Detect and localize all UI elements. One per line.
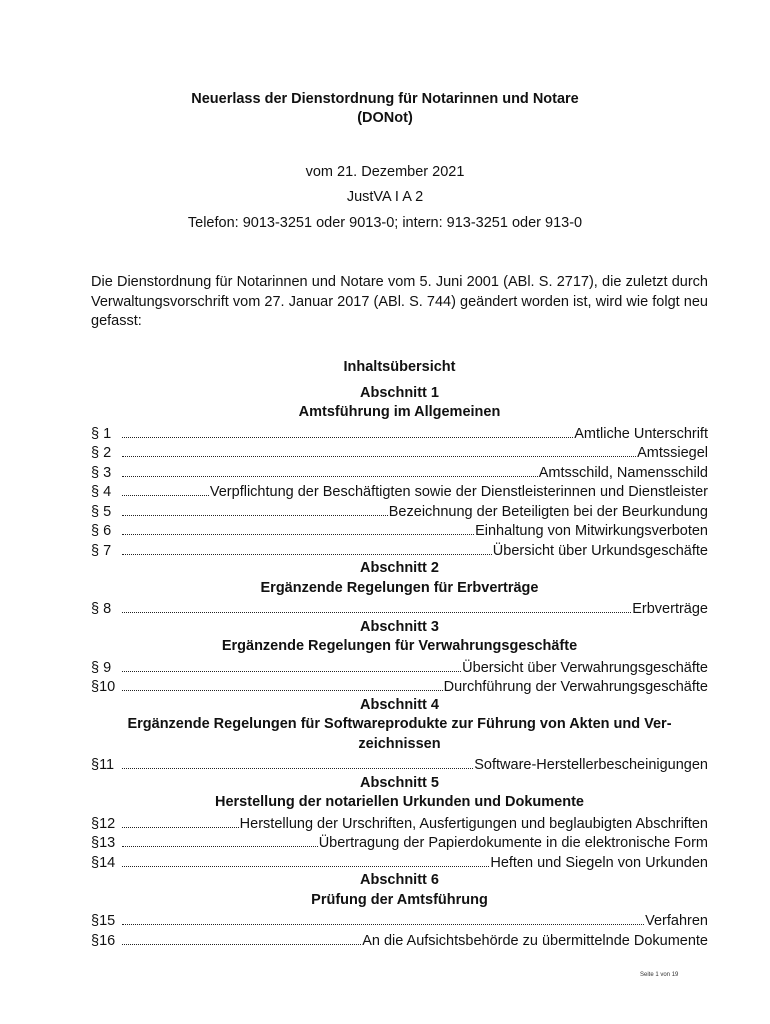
document-title: Neuerlass der Dienstordnung für Notarinnen und Notare xyxy=(191,91,579,107)
toc-entry[interactable] xyxy=(91,754,708,774)
document-abbreviation: (DONot) xyxy=(357,110,413,126)
toc-entry[interactable] xyxy=(91,813,708,833)
toc-dot-leader xyxy=(122,442,636,457)
section-title: Herstellung der notariellen Urkunden und Dokumente xyxy=(215,794,584,810)
document-date: vom 21. Dezember 2021 xyxy=(305,164,465,180)
toc-dot-leader xyxy=(122,423,573,438)
toc-entry[interactable] xyxy=(91,540,708,560)
toc-entry-title: Amtssiegel xyxy=(637,445,708,461)
toc-entry-number: §13 xyxy=(91,835,116,851)
section-label: Abschnitt 5 xyxy=(360,775,439,791)
toc-entry-title: Amtliche Unterschrift xyxy=(574,426,708,442)
section-title: Prüfung der Amtsführung xyxy=(311,892,488,908)
toc-entry[interactable] xyxy=(91,930,708,950)
toc-entry[interactable] xyxy=(91,501,708,521)
toc-entry[interactable] xyxy=(91,657,708,677)
toc-entry[interactable] xyxy=(91,598,708,618)
toc-entry-title: Software-Herstellerbescheinigungen xyxy=(474,757,708,773)
toc-entry-number: §10 xyxy=(91,679,116,695)
toc-entry-title: Bezeichnung der Beteiligten bei der Beurkundung xyxy=(388,504,708,520)
toc-dot-leader xyxy=(122,676,443,691)
toc-entry-title: Durchführung der Verwahrungsgeschäfte xyxy=(443,679,708,695)
toc-entry-number: § 7 xyxy=(91,543,112,559)
toc-entry-number: §12 xyxy=(91,816,116,832)
toc-entry-title: Verpflichtung der Beschäftigten sowie der Dienstleisterinnen und Dienstleister xyxy=(209,484,708,500)
toc-dot-leader xyxy=(122,754,473,769)
page-number: Seite 1 von 19 xyxy=(640,972,679,978)
toc-entry-number: § 9 xyxy=(91,660,112,676)
toc-entry-number: § 4 xyxy=(91,484,112,500)
toc-entry[interactable] xyxy=(91,520,708,540)
toc-dot-leader xyxy=(122,852,489,867)
section-title: Ergänzende Regelungen für Softwareprodukte zur Führung von Akten und Ver- xyxy=(127,716,672,732)
toc-entry[interactable] xyxy=(91,910,708,930)
intro-paragraph: Die Dienstordnung für Notarinnen und Notare vom 5. Juni 2001 (ABl. S. 2717), die zuletzt durch Verwaltungsvorschrift vom 27. Januar 2017 (ABl. S. 744) geändert worden ist, wird wie folgt neu gefasst: xyxy=(91,274,708,329)
toc-entry-number: §16 xyxy=(91,933,116,949)
toc-dot-leader xyxy=(122,520,474,535)
toc-dot-leader xyxy=(122,930,361,945)
toc-entry-title: Heften und Siegeln von Urkunden xyxy=(490,855,708,871)
document-reference: JustVA I A 2 xyxy=(346,189,424,205)
toc-entry-number: §14 xyxy=(91,855,116,871)
toc-dot-leader xyxy=(122,481,209,496)
toc-entry-title: Erbverträge xyxy=(632,601,708,617)
section-title: Ergänzende Regelungen für Verwahrungsgeschäfte xyxy=(221,638,578,654)
toc-dot-leader xyxy=(122,540,492,555)
toc-entry[interactable] xyxy=(91,423,708,443)
toc-entry[interactable] xyxy=(91,852,708,872)
toc-dot-leader xyxy=(122,501,388,516)
toc-dot-leader xyxy=(122,598,631,613)
section-label: Abschnitt 3 xyxy=(360,619,439,635)
toc-dot-leader xyxy=(122,657,461,672)
toc-entry-title: Herstellung der Urschriften, Ausfertigungen und beglaubigten Abschriften xyxy=(239,816,708,832)
toc-entry-title: Einhaltung von Mitwirkungsverboten xyxy=(475,523,708,539)
contact-phone: Telefon: 9013-3251 oder 9013-0; intern: 913-3251 oder 913-0 xyxy=(187,215,583,231)
toc-dot-leader xyxy=(122,832,318,847)
toc-entry-number: §11 xyxy=(91,757,115,773)
toc-entry-number: § 5 xyxy=(91,504,112,520)
toc-title: Inhaltsübersicht xyxy=(343,359,456,375)
toc-entry[interactable] xyxy=(91,442,708,462)
toc-entry-title: Übersicht über Verwahrungsgeschäfte xyxy=(462,660,708,676)
toc-entry-title: Amtsschild, Namensschild xyxy=(538,465,708,481)
toc-entry[interactable] xyxy=(91,832,708,852)
toc-entry-title: Übersicht über Urkundsgeschäfte xyxy=(492,543,708,559)
section-label: Abschnitt 4 xyxy=(360,697,439,713)
toc-entry[interactable] xyxy=(91,462,708,482)
toc-entry-number: § 1 xyxy=(91,426,112,442)
toc-entry-number: § 6 xyxy=(91,523,112,539)
toc-entry[interactable] xyxy=(91,676,708,696)
section-title: Amtsführung im Allgemeinen xyxy=(298,404,501,420)
toc-entry-title: Übertragung der Papierdokumente in die elektronische Form xyxy=(318,835,708,851)
toc-dot-leader xyxy=(122,910,644,925)
toc-entry[interactable] xyxy=(91,481,708,501)
toc-dot-leader xyxy=(122,813,239,828)
section-title-continued: zeichnissen xyxy=(358,736,441,752)
toc-dot-leader xyxy=(122,462,538,477)
toc-entry-number: § 2 xyxy=(91,445,112,461)
toc-entry-title: An die Aufsichtsbehörde zu übermittelnde Dokumente xyxy=(362,933,708,949)
toc-entry-number: § 3 xyxy=(91,465,112,481)
toc-entry-title: Verfahren xyxy=(645,913,708,929)
section-label: Abschnitt 2 xyxy=(360,560,439,576)
section-label: Abschnitt 6 xyxy=(360,872,439,888)
section-label: Abschnitt 1 xyxy=(360,385,439,401)
toc-entry-number: §15 xyxy=(91,913,116,929)
section-title: Ergänzende Regelungen für Erbverträge xyxy=(260,580,539,596)
toc-entry-number: § 8 xyxy=(91,601,112,617)
